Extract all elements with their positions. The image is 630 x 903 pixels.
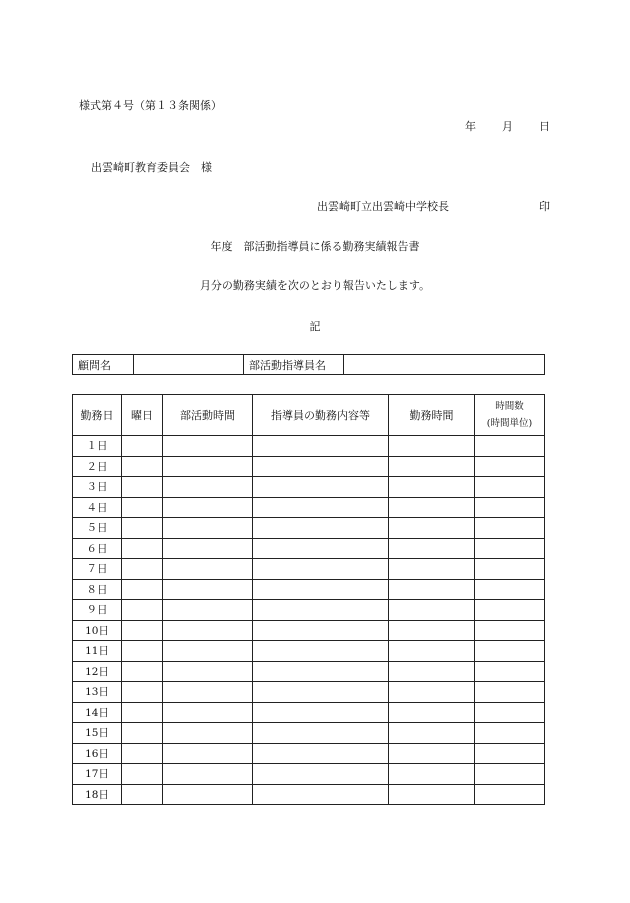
club-hours-cell[interactable]	[163, 764, 253, 785]
work-hours-cell[interactable]	[389, 723, 475, 744]
work-hours-cell[interactable]	[389, 456, 475, 477]
table-row	[73, 723, 545, 744]
table-row	[73, 579, 545, 600]
hour-count-cell[interactable]	[475, 620, 545, 641]
duty-content-cell[interactable]	[253, 518, 389, 539]
weekday-cell[interactable]	[122, 641, 163, 662]
hour-count-cell[interactable]	[475, 477, 545, 498]
day-label: 17日	[73, 764, 122, 785]
hour-count-cell[interactable]	[475, 436, 545, 457]
work-hours-cell[interactable]	[389, 784, 475, 805]
club-hours-cell[interactable]	[163, 620, 253, 641]
table-row	[73, 641, 545, 662]
work-hours-cell[interactable]	[389, 641, 475, 662]
hour-count-cell[interactable]	[475, 456, 545, 477]
table-row	[73, 743, 545, 764]
duty-content-cell[interactable]	[253, 579, 389, 600]
table-row	[73, 456, 545, 477]
club-hours-cell[interactable]	[163, 723, 253, 744]
ki-heading: 記	[309, 320, 321, 333]
advisor-label: 顧問名	[73, 355, 134, 375]
duty-content-cell[interactable]	[253, 436, 389, 457]
header-hour-count	[475, 395, 545, 436]
instructor-field[interactable]	[344, 355, 545, 375]
date-year: 年	[465, 120, 476, 133]
table-row	[73, 518, 545, 539]
hour-count-cell[interactable]	[475, 682, 545, 703]
hour-count-cell[interactable]	[475, 518, 545, 539]
club-hours-cell[interactable]	[163, 682, 253, 703]
hour-count-cell[interactable]	[475, 641, 545, 662]
table-row	[73, 559, 545, 580]
header-weekday: 曜日	[122, 395, 163, 436]
duty-content-cell[interactable]	[253, 702, 389, 723]
duty-content-cell[interactable]	[253, 641, 389, 662]
weekday-cell[interactable]	[122, 784, 163, 805]
club-hours-cell[interactable]	[163, 477, 253, 498]
day-label: ２日	[73, 456, 122, 477]
club-hours-cell[interactable]	[163, 538, 253, 559]
day-label: １日	[73, 436, 122, 457]
club-hours-cell[interactable]	[163, 784, 253, 805]
club-hours-cell[interactable]	[163, 518, 253, 539]
info-table	[72, 354, 545, 375]
duty-content-cell[interactable]	[253, 477, 389, 498]
seal-mark: 印	[539, 200, 550, 213]
day-label: ６日	[73, 538, 122, 559]
sender: 出雲崎町立出雲崎中学校長	[317, 200, 449, 213]
table-row	[73, 600, 545, 621]
work-hours-cell[interactable]	[389, 702, 475, 723]
header-hour-count-bottom: (時間単位)	[486, 418, 533, 429]
club-hours-cell[interactable]	[163, 559, 253, 580]
work-hours-cell[interactable]	[389, 518, 475, 539]
club-hours-cell[interactable]	[163, 641, 253, 662]
day-label: 13日	[73, 682, 122, 703]
club-hours-cell[interactable]	[163, 436, 253, 457]
work-log-table	[72, 394, 545, 805]
work-hours-cell[interactable]	[389, 579, 475, 600]
weekday-cell[interactable]	[122, 682, 163, 703]
work-hours-cell[interactable]	[389, 682, 475, 703]
work-hours-cell[interactable]	[389, 497, 475, 518]
form-number: 様式第４号（第１３条関係）	[79, 99, 222, 112]
day-label: 11日	[73, 641, 122, 662]
day-label: 18日	[73, 784, 122, 805]
hour-count-cell[interactable]	[475, 497, 545, 518]
duty-content-cell[interactable]	[253, 784, 389, 805]
club-hours-cell[interactable]	[163, 743, 253, 764]
club-hours-cell[interactable]	[163, 600, 253, 621]
hour-count-cell[interactable]	[475, 702, 545, 723]
duty-content-cell[interactable]	[253, 620, 389, 641]
duty-content-cell[interactable]	[253, 538, 389, 559]
club-hours-cell[interactable]	[163, 497, 253, 518]
hour-count-cell[interactable]	[475, 661, 545, 682]
weekday-cell[interactable]	[122, 538, 163, 559]
weekday-cell[interactable]	[122, 620, 163, 641]
day-label: ７日	[73, 559, 122, 580]
day-label: ９日	[73, 600, 122, 621]
table-row	[73, 436, 545, 457]
date-day: 日	[539, 120, 550, 133]
weekday-cell[interactable]	[122, 477, 163, 498]
duty-content-cell[interactable]	[253, 456, 389, 477]
weekday-cell[interactable]	[122, 600, 163, 621]
work-hours-cell[interactable]	[389, 620, 475, 641]
day-label: 16日	[73, 743, 122, 764]
header-duty-content: 指導員の勤務内容等	[253, 395, 389, 436]
hour-count-cell[interactable]	[475, 743, 545, 764]
day-label: ４日	[73, 497, 122, 518]
duty-content-cell[interactable]	[253, 743, 389, 764]
table-row	[73, 477, 545, 498]
work-hours-cell[interactable]	[389, 743, 475, 764]
weekday-cell[interactable]	[122, 723, 163, 744]
weekday-cell[interactable]	[122, 579, 163, 600]
hour-count-cell[interactable]	[475, 538, 545, 559]
duty-content-cell[interactable]	[253, 682, 389, 703]
intro-text: 月分の勤務実績を次のとおり報告いたします。	[199, 279, 431, 292]
header-club-hours: 部活動時間	[163, 395, 253, 436]
work-hours-cell[interactable]	[389, 559, 475, 580]
instructor-label: 部活動指導員名	[244, 355, 344, 375]
table-row	[73, 661, 545, 682]
duty-content-cell[interactable]	[253, 723, 389, 744]
day-label: ８日	[73, 579, 122, 600]
day-label: 14日	[73, 702, 122, 723]
addressee: 出雲崎町教育委員会 様	[91, 161, 212, 174]
table-row	[73, 764, 545, 785]
work-hours-cell[interactable]	[389, 436, 475, 457]
header-hour-count-top: 時間数	[495, 401, 524, 412]
day-label: ５日	[73, 518, 122, 539]
hour-count-cell[interactable]	[475, 579, 545, 600]
duty-content-cell[interactable]	[253, 764, 389, 785]
club-hours-cell[interactable]	[163, 456, 253, 477]
advisor-field[interactable]	[134, 355, 244, 375]
work-hours-cell[interactable]	[389, 661, 475, 682]
date-month: 月	[502, 120, 513, 133]
hour-count-cell[interactable]	[475, 559, 545, 580]
table-row	[73, 497, 545, 518]
table-row	[73, 784, 545, 805]
weekday-cell[interactable]	[122, 559, 163, 580]
weekday-cell[interactable]	[122, 764, 163, 785]
hour-count-cell[interactable]	[475, 784, 545, 805]
work-hours-cell[interactable]	[389, 477, 475, 498]
date-line	[465, 118, 550, 134]
table-row	[73, 702, 545, 723]
club-hours-cell[interactable]	[163, 661, 253, 682]
weekday-cell[interactable]	[122, 436, 163, 457]
weekday-cell[interactable]	[122, 518, 163, 539]
table-row	[73, 620, 545, 641]
duty-content-cell[interactable]	[253, 497, 389, 518]
weekday-cell[interactable]	[122, 702, 163, 723]
work-hours-cell[interactable]	[389, 538, 475, 559]
table-row	[73, 682, 545, 703]
work-hours-cell[interactable]	[389, 764, 475, 785]
weekday-cell[interactable]	[122, 661, 163, 682]
work-hours-cell[interactable]	[389, 600, 475, 621]
hour-count-cell[interactable]	[475, 723, 545, 744]
weekday-cell[interactable]	[122, 456, 163, 477]
duty-content-cell[interactable]	[253, 559, 389, 580]
day-label: 10日	[73, 620, 122, 641]
table-row	[73, 538, 545, 559]
hour-count-cell[interactable]	[475, 764, 545, 785]
duty-content-cell[interactable]	[253, 600, 389, 621]
duty-content-cell[interactable]	[253, 661, 389, 682]
day-label: ３日	[73, 477, 122, 498]
document-title: 年度 部活動指導員に係る勤務実績報告書	[210, 240, 420, 253]
club-hours-cell[interactable]	[163, 702, 253, 723]
day-label: 15日	[73, 723, 122, 744]
day-label: 12日	[73, 661, 122, 682]
weekday-cell[interactable]	[122, 497, 163, 518]
hour-count-cell[interactable]	[475, 600, 545, 621]
header-work-hours: 勤務時間	[389, 395, 475, 436]
header-work-day: 勤務日	[73, 395, 122, 436]
weekday-cell[interactable]	[122, 743, 163, 764]
club-hours-cell[interactable]	[163, 579, 253, 600]
